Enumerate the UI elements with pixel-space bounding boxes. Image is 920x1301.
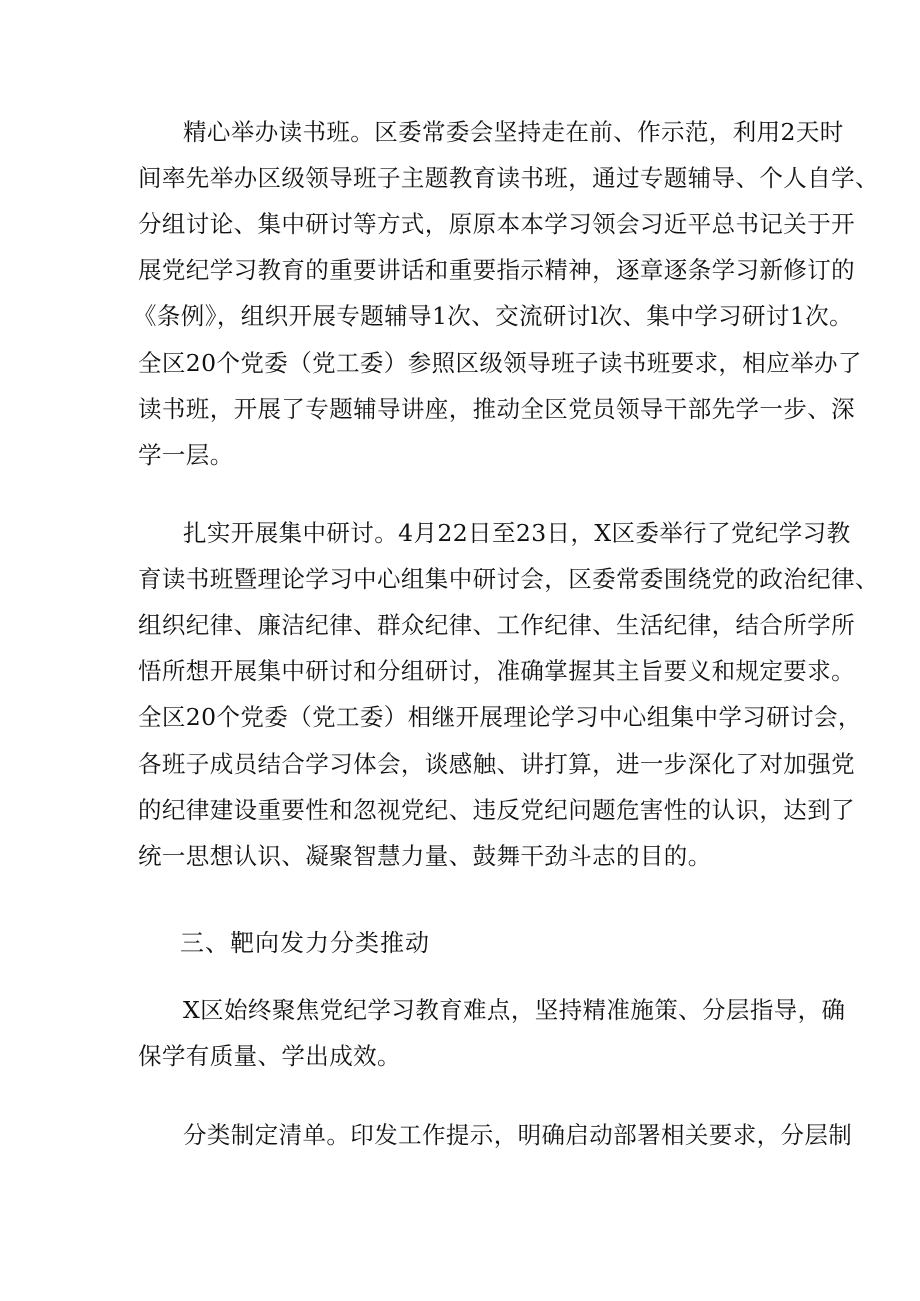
- text-line: 的纪律建设重要性和忽视党纪、违反党纪问题危害性的认识，达到了: [138, 796, 855, 824]
- text-line: 各班子成员结合学习体会，谈感触、讲打算，进一步深化了对加强党: [138, 750, 855, 778]
- text-line: 间率先举办区级领导班子主题教育读书班，通过专题辅导、个人自学、: [138, 164, 879, 192]
- text-line: 分组讨论、集中研讨等方式，原原本本学习领会习近平总书记关于开: [138, 210, 855, 238]
- text-line: 精心举办读书班。区委常委会坚持走在前、作示范，利用2天时: [183, 118, 844, 146]
- text-line: 读书班，开展了专题辅导讲座，推动全区党员领导干部先学一步、深: [138, 395, 855, 423]
- text-line: 《条例》，组织开展专题辅导1次、交流研讨l次、集中学习研讨1次。: [133, 302, 853, 330]
- text-line: 展党纪学习教育的重要讲话和重要指示精神，逐章逐条学习新修订的: [138, 256, 855, 284]
- text-line: 保学有质量、学出成效。: [138, 1042, 401, 1070]
- text-line: 扎实开展集中研讨。4月22日至23日，X区委举行了党纪学习教: [183, 519, 851, 547]
- text-line: 育读书班暨理论学习中心组集中研讨会，区委常委围绕党的政治纪律、: [138, 565, 879, 593]
- text-line: 统一思想认识、凝聚智慧力量、鼓舞干劲斗志的目的。: [138, 842, 712, 870]
- text-line: 学一层。: [138, 441, 234, 469]
- section-heading: 三、靶向发力分类推动: [180, 929, 430, 957]
- text-line: 全区20个党委（党工委）参照区级领导班子读书班要求，相应举办了: [138, 349, 862, 377]
- text-line: 组织纪律、廉洁纪律、群众纪律、工作纪律、生活纪律，结合所学所: [138, 611, 855, 639]
- text-line: 全区20个党委（党工委）相继开展理论学习中心组集中学习研讨会，: [138, 703, 862, 731]
- text-line: X区始终聚焦党纪学习教育难点，坚持精准施策、分层指导，确: [183, 996, 846, 1024]
- text-line: 悟所想开展集中研讨和分组研讨，准确掌握其主旨要义和规定要求。: [138, 657, 855, 685]
- text-line: 分类制定清单。印发工作提示，明确启动部署相关要求，分层制: [183, 1121, 853, 1149]
